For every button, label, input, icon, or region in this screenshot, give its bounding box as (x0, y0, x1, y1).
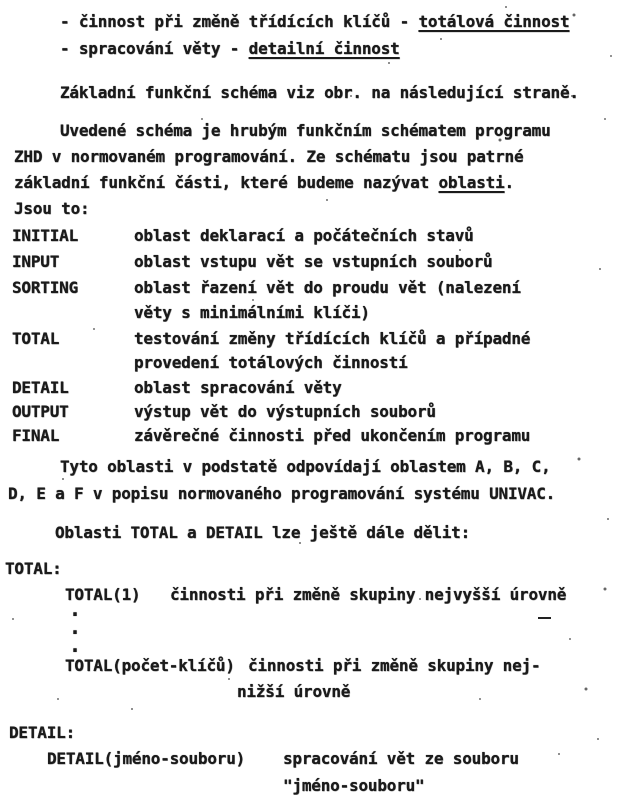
bullet-line-total (60, 12, 569, 32)
area-label-total: TOTAL (12, 329, 60, 348)
intro-paragraph-line-2: ZHD v normovaném programování. Ze schématu jsou patrné (14, 147, 524, 166)
vertical-ellipsis-dot-3: . (69, 633, 82, 657)
intro-line3-text: základní funkční části, které budeme nazývat (14, 173, 439, 192)
intro-paragraph-line-1: Uvedené schéma je hrubým funkčním schématem programu (60, 121, 551, 140)
bullet-line-detail (60, 39, 400, 59)
scan-noise-speckles (0, 0, 2, 2)
total-n-description-line-2: nižší úrovně (237, 682, 351, 701)
intro-line3-period: . (504, 173, 514, 192)
total-section-heading: TOTAL: (5, 559, 62, 578)
vertical-ellipsis-dot-1: . (69, 597, 82, 621)
intro-paragraph-line-4: Jsou to: (14, 199, 90, 218)
vertical-ellipsis-dot-2: . (69, 615, 82, 639)
area-label-final: FINAL (12, 426, 60, 445)
total-1-description: činnosti při změně skupiny nejvyšší úrovně (170, 585, 567, 604)
bullet2-text: - spracování věty - (60, 39, 249, 58)
area-desc-detail: oblast spracování věty (134, 378, 342, 397)
area-label-initial: INITIAL (12, 226, 79, 245)
area-desc-output: výstup vět do výstupních souborů (134, 402, 436, 421)
total-n-description-line-1: činnosti při změně skupiny nej- (248, 656, 541, 675)
area-label-detail: DETAIL (12, 378, 69, 397)
detail-file-description-line-2: "jméno-souboru" (283, 776, 425, 795)
area-label-output: OUTPUT (12, 402, 69, 421)
detail-section-heading: DETAIL: (9, 723, 76, 742)
intro-paragraph-line-3 (14, 173, 514, 193)
bullet1-text: - činnost při změně třídících klíčů - (60, 12, 419, 31)
detail-file-description-line-1: spracování vět ze souboru (283, 749, 519, 768)
schema-note-line: Základní funkční schéma viz obr. na následující straně. (60, 83, 579, 102)
area-label-sorting: SORTING (12, 278, 79, 297)
area-desc-sorting-line-2: věty s minimálními klíči) (134, 303, 370, 322)
area-label-input: INPUT (12, 252, 60, 271)
area-desc-initial: oblast deklarací a počátečních stavů (134, 226, 474, 245)
area-desc-sorting-line-1: oblast řazení vět do proudu vět (nalezení (134, 278, 521, 297)
area-desc-final: závěrečné činnosti před ukončením programu (134, 426, 531, 445)
area-desc-input: oblast vstupu vět se vstupních souborů (134, 252, 493, 271)
detail-file-label: DETAIL(jméno-souboru) (47, 749, 246, 768)
area-desc-total-line-1: testování změny třídících klíčů a případné (134, 329, 531, 348)
total-1-label: TOTAL(1) (65, 585, 141, 604)
bullet1-underlined-term: totálová činnost (418, 12, 570, 31)
stray-dash-mark (538, 617, 551, 619)
total-n-label: TOTAL(počet-klíčů) (65, 656, 235, 675)
divide-note-line: Oblasti TOTAL a DETAIL lze ještě dále dělit: (55, 523, 471, 542)
univac-paragraph-line-2: D, E a F v popisu normovaného programování systému UNIVAC. (8, 484, 556, 503)
intro-underlined-term-oblasti: oblasti (438, 173, 505, 192)
univac-paragraph-line-1: Tyto oblasti v podstatě odpovídají oblastem A, B, C, (60, 457, 551, 476)
bullet2-underlined-term: detailní činnost (248, 39, 400, 58)
area-desc-total-line-2: provedení totálových činností (134, 353, 408, 372)
